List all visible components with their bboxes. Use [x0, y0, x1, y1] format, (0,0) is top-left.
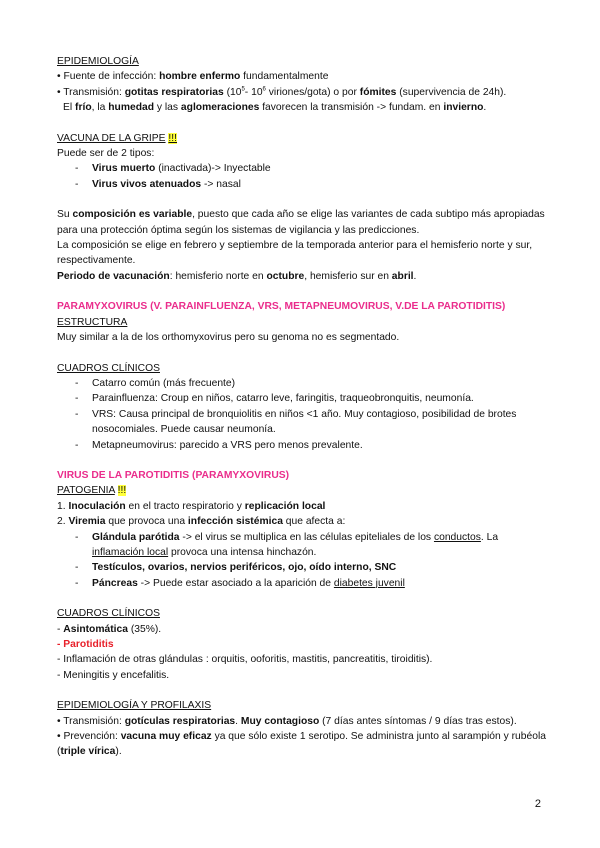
epidemiologia-section: [57, 54, 547, 116]
paramyxovirus-title: PARAMYXOVIRUS (V. PARAINFLUENZA, VRS, METAPNEUMOVIRUS, V.DE LA PAROTIDITIS): [57, 301, 506, 313]
vacuna-section: [57, 131, 547, 285]
vacuna-intro: Puede ser de 2 tipos:: [57, 148, 155, 160]
prevencion-line: • Prevención: vacuna muy eficaz ya que sólo existe 1 serotipo. Se administra junto al sarampión y rubéola (triple vírica).: [57, 731, 546, 758]
parotiditis-title: VIRUS DE LA PAROTIDITIS (PARAMYXOVIRUS): [57, 469, 290, 481]
list-item: - VRS: Causa principal de bronquiolitis en niños <1 año. Muy contagioso, posibilidad de brotes nosocomiales. Puede causar neumonía.: [57, 407, 547, 438]
clinico-item: - Parotiditis: [57, 639, 114, 650]
transmision-line: • Transmisión: gotículas respiratorias. Muy contagioso (7 días antes síntomas / 9 días tras estos).: [57, 715, 517, 727]
important-mark: !!!: [168, 132, 178, 144]
vacuna-paragraph-2: La composición se elige en febrero y septiembre de la temporada anterior para el hemisferio norte y sur, respectivamente.: [57, 240, 533, 267]
clinico-item: - Inflamación de otras glándulas : orquitis, ooforitis, mastitis, pancreatitis, tiroiditis).: [57, 654, 433, 666]
epi-line-3: El frío, la humedad y las aglomeraciones favorecen la transmisión -> fundam. en invierno.: [63, 102, 487, 114]
list-item: - Glándula parótida -> el virus se multiplica en las células epiteliales de los conductos. La inflamación local provoca una intensa hinchazón.: [57, 530, 547, 561]
list-item: - Metapneumovirus: parecido a VRS pero menos prevalente.: [57, 438, 547, 453]
clinico-item: - Meningitis y encefalitis.: [57, 669, 170, 681]
cuadros-clinicos-title: CUADROS CLÍNICOS: [57, 362, 160, 374]
clinico-item: - Asintomática (35%).: [57, 623, 162, 635]
vacuna-title: VACUNA DE LA GRIPE !!!: [57, 132, 178, 144]
epi-title: EPIDEMIOLOGÍA: [57, 56, 139, 67]
patogenia-title: PATOGENIA !!!: [57, 485, 127, 497]
cuadros-clinicos-title-2: CUADROS CLÍNICOS: [57, 608, 160, 620]
page-content: [57, 54, 547, 760]
parotiditis-section: [57, 468, 547, 760]
paramyxovirus-section: [57, 299, 547, 453]
list-item: - Testículos, ovarios, nervios periféricos, ojo, oído interno, SNC: [57, 560, 547, 575]
vacuna-type-2: - Virus vivos atenuados -> nasal: [57, 177, 547, 192]
list-item: - Páncreas -> Puede estar asociado a la aparición de diabetes juvenil: [57, 576, 547, 591]
estructura-text: Muy similar a la de los orthomyxovirus pero su genoma no es segmentado.: [57, 332, 400, 344]
patogenia-step-1: 1. Inoculación en el tracto respiratorio y replicación local: [57, 500, 326, 512]
epidemiologia-profilaxis-title: EPIDEMIOLOGÍA Y PROFILAXIS: [57, 700, 212, 712]
important-mark: !!!: [117, 485, 127, 497]
vacuna-paragraph-1: Su composición es variable, puesto que cada año se elige las variantes de cada subtipo más apropiadas para una protección óptima según los sistemas de vigilancia y las predicciones.: [57, 209, 545, 236]
page-number: 2: [534, 798, 541, 810]
patogenia-step-2: 2. Viremia que provoca una infección sistémica que afecta a:: [57, 516, 346, 528]
epi-line-2: • Transmisión: gotitas respiratorias ($10^5-$ $10^6$ viriones/gota) o por fómites (supervivencia de 24h).: [57, 86, 507, 98]
estructura-title: ESTRUCTURA: [57, 316, 128, 328]
list-item: - Parainfluenza: Croup en niños, catarro leve, faringitis, traqueobronquitis, neumonía.: [57, 391, 547, 406]
vacuna-periodo: Periodo de vacunación: hemisferio norte en octubre, hemisferio sur en abril.: [57, 270, 417, 282]
list-item: - Catarro común (más frecuente): [57, 376, 547, 391]
epi-line-1: • Fuente de infección: hombre enfermo fundamentalmente: [57, 71, 329, 83]
vacuna-type-1: - Virus muerto (inactivada)-> Inyectable: [57, 161, 547, 176]
